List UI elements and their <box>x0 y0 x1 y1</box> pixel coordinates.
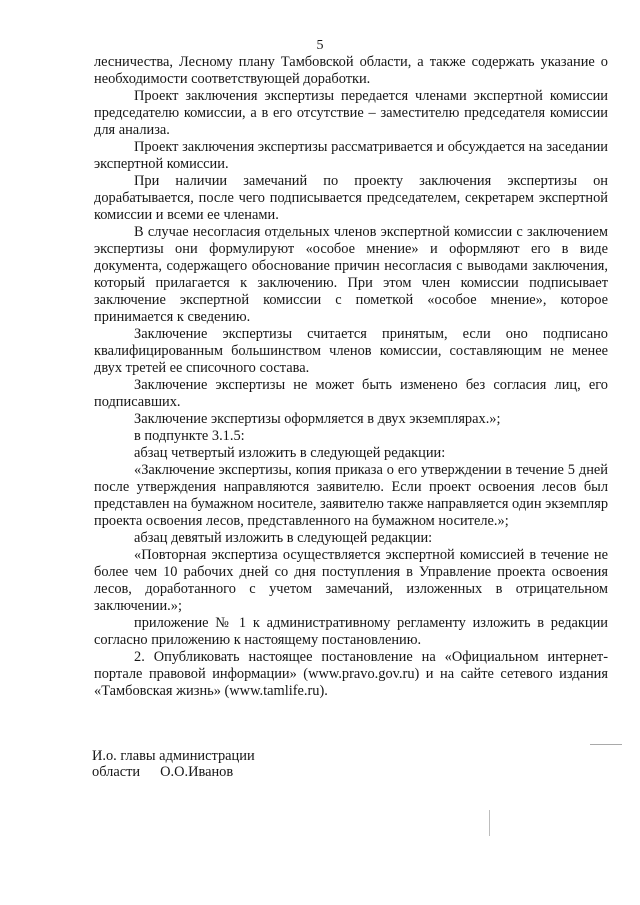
page-number: 5 <box>316 38 324 53</box>
paragraph: приложение № 1 к административному регламенту изложить в редакции согласно приложению к настоящему постановлению. <box>94 615 608 648</box>
paragraph-publication: 2. Опубликовать настоящее постановление на «Официальном интернет-портале правовой информации» (www.pravo.gov.ru) и на сайте сетевого издания «Тамбовская жизнь» (www.tamlife.ru). <box>94 649 608 699</box>
paragraph: Проект заключения экспертизы рассматривается и обсуждается на заседании экспертной комиссии. <box>94 139 608 172</box>
scan-artifact <box>489 810 490 836</box>
signature-title-second-line <box>92 764 255 780</box>
scan-artifact <box>590 744 622 745</box>
signatory-name: О.О.Иванов <box>160 764 234 780</box>
paragraph: Заключение экспертизы считается принятым, если оно подписано квалифицированным большинством членов комиссии, составляющим не менее двух третей ее списочного состава. <box>94 326 608 376</box>
signature-region: области <box>92 764 141 780</box>
paragraph: абзац девятый изложить в следующей редакции: <box>134 530 433 546</box>
document-body <box>94 54 608 700</box>
signature-block <box>92 748 255 780</box>
paragraph: В случае несогласия отдельных членов экспертной комиссии с заключением экспертизы они формулируют «особое мнение» и оформляют его в виде документа, содержащего обоснование причин несогласия с выводами заключения, который прилагается к заключению. При этом член комиссии подписывает заключение экспертной комиссии с пометкой «особое мнение», которое принимается к сведению. <box>94 224 608 325</box>
paragraph: При наличии замечаний по проекту заключения экспертизы он дорабатывается, после чего подписывается председателем, секретарем экспертной комиссии и всеми ее членами. <box>94 173 608 223</box>
paragraph: абзац четвертый изложить в следующей редакции: <box>134 445 446 461</box>
paragraph: в подпункте 3.1.5: <box>134 428 245 444</box>
paragraph: Заключение экспертизы оформляется в двух экземплярах.»; <box>134 411 501 427</box>
paragraph: «Заключение экспертизы, копия приказа о его утверждении в течение 5 дней после утверждения направляются заявителю. Если проект освоения лесов был представлен на бумажном носителе, заявителю также направляется один экземпляр проекта освоения лесов, представленного на бумажном носителе.»; <box>94 462 609 529</box>
signature-title: И.о. главы администрации <box>92 748 255 764</box>
paragraph: Проект заключения экспертизы передается членами экспертной комиссии председателю комиссии, а в его отсутствие – заместителю председателя комиссии для анализа. <box>94 88 608 138</box>
paragraph-continuation: лесничества, Лесному плану Тамбовской области, а также содержать указание о необходимости соответствующей доработки. <box>94 54 608 87</box>
paragraph: Заключение экспертизы не может быть изменено без согласия лиц, его подписавших. <box>94 377 608 410</box>
paragraph: «Повторная экспертиза осуществляется экспертной комиссией в течение не более чем 10 рабочих дней со дня поступления в Управление проекта освоения лесов, доработанного с учетом замечаний, изложенных в отрицательном заключении.»; <box>94 547 608 614</box>
